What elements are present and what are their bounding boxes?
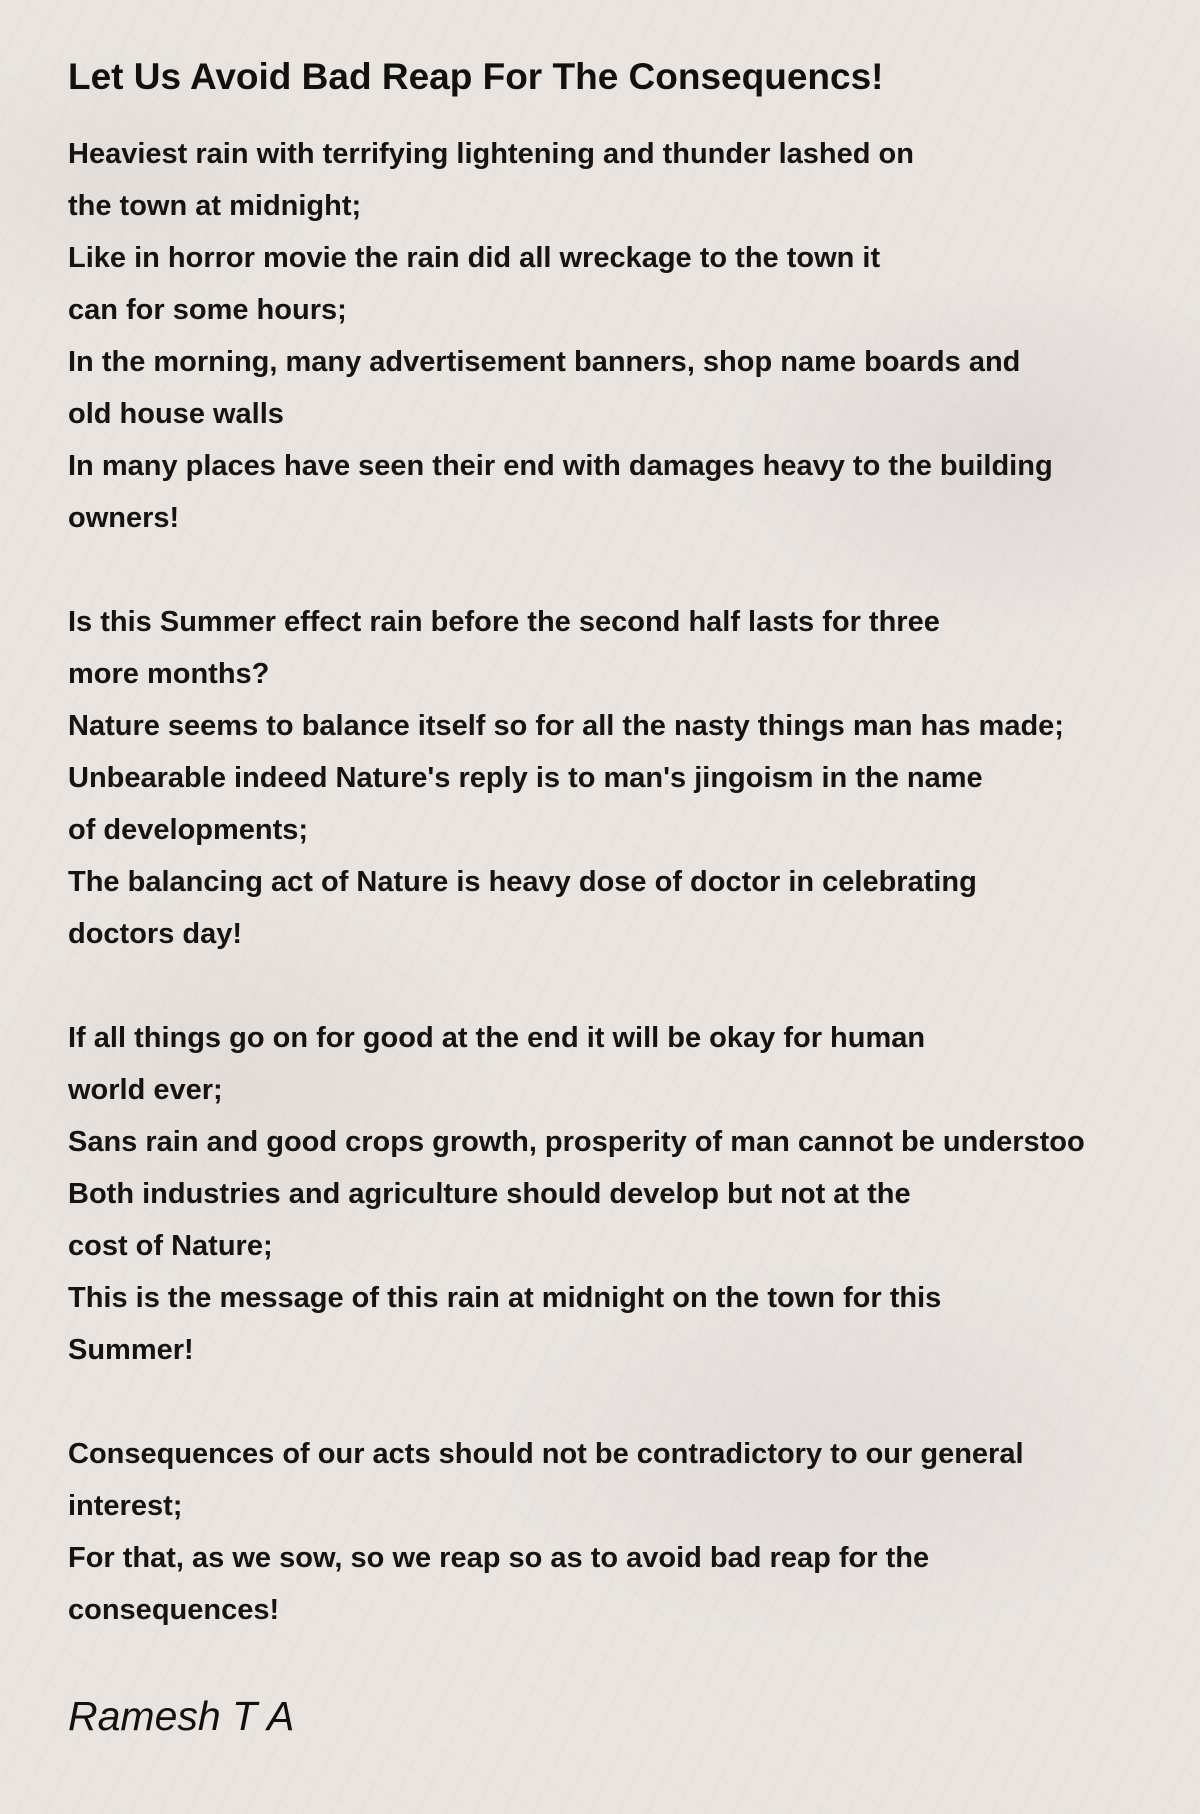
poem-line: The balancing act of Nature is heavy dose of doctor in celebrating: [68, 866, 977, 898]
poem-line: Unbearable indeed Nature's reply is to man's jingoism in the name: [68, 762, 983, 794]
poem-author: Ramesh T A: [68, 1693, 295, 1739]
poem-page: [68, 48, 1200, 1744]
poem-line: world ever;: [68, 1074, 223, 1106]
poem-line: doctors day!: [68, 918, 243, 950]
poem-line: interest;: [68, 1490, 183, 1522]
poem-line: Heaviest rain with terrifying lightening and thunder lashed on: [68, 138, 914, 170]
poem-line: If all things go on for good at the end it will be okay for human: [68, 1022, 926, 1054]
poem-line: Summer!: [68, 1334, 194, 1366]
poem-line: can for some hours;: [68, 294, 347, 326]
poem-line: the town at midnight;: [68, 190, 362, 222]
stanza-2: [68, 596, 1200, 960]
poem-line: In many places have seen their end with damages heavy to the building: [68, 450, 1053, 482]
poem-line: cost of Nature;: [68, 1230, 273, 1262]
poem-line: Nature seems to balance itself so for all the nasty things man has made;: [68, 710, 1064, 742]
poem-line: more months?: [68, 658, 270, 690]
stanza-3: [68, 1012, 1200, 1376]
poem-line: of developments;: [68, 814, 309, 846]
poem-line: In the morning, many advertisement banners, shop name boards and: [68, 346, 1021, 378]
poem-line: For that, as we sow, so we reap so as to avoid bad reap for the: [68, 1542, 930, 1574]
poem-line: Is this Summer effect rain before the second half lasts for three: [68, 606, 940, 638]
poem-line: consequences!: [68, 1594, 280, 1626]
poem-line: old house walls: [68, 398, 284, 430]
poem-line: Consequences of our acts should not be contradictory to our general: [68, 1438, 1024, 1470]
stanza-1: [68, 128, 1200, 544]
poem-title: Let Us Avoid Bad Reap For The Consequencs!: [68, 56, 884, 97]
poem-line: Like in horror movie the rain did all wreckage to the town it: [68, 242, 881, 274]
poem-line: owners!: [68, 502, 180, 534]
poem-line: This is the message of this rain at midnight on the town for this: [68, 1282, 942, 1314]
poem-line: Sans rain and good crops growth, prosperity of man cannot be understoo: [68, 1126, 1085, 1158]
poem-line: Both industries and agriculture should develop but not at the: [68, 1178, 911, 1210]
stanza-4: [68, 1428, 1200, 1636]
